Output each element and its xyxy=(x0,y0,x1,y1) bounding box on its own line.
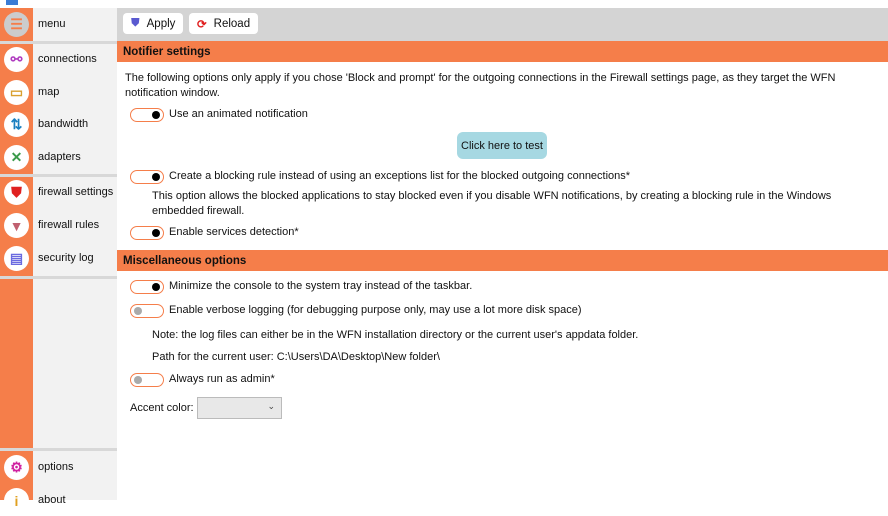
blocking-rule-toggle[interactable] xyxy=(130,170,164,184)
divider xyxy=(0,276,117,279)
section-header-misc: Miscellaneous options xyxy=(117,250,888,271)
title-bar xyxy=(0,0,888,8)
run-as-admin-label: Always run as admin* xyxy=(169,373,275,385)
sidebar-item-label: bandwidth xyxy=(38,118,89,130)
blocking-rule-note: This option allows the blocked applications to stay blocked even if you disable WFN notifications, by creating a blocking rule in the Windows embedded firewall. xyxy=(152,190,832,217)
sidebar-item-options[interactable] xyxy=(0,451,117,483)
services-detection-label: Enable services detection* xyxy=(169,226,299,238)
sidebar-item-menu[interactable] xyxy=(0,8,117,40)
apply-button[interactable] xyxy=(123,13,183,34)
sidebar-item-label: about xyxy=(38,494,66,506)
sidebar-item-label: map xyxy=(38,86,60,98)
sidebar-item-label: connections xyxy=(38,53,97,65)
sidebar-item-label: firewall settings xyxy=(38,186,114,198)
apply-label: Apply xyxy=(146,17,176,30)
blocking-rule-label: Create a blocking rule instead of using an exceptions list for the blocked outgoing connections* xyxy=(169,170,631,182)
tray-label: Minimize the console to the system tray instead of the taskbar. xyxy=(169,280,473,292)
sidebar-item-adapters[interactable] xyxy=(0,141,117,173)
connections-icon: ⚯ xyxy=(4,47,29,72)
log-note: Note: the log files can either be in the WFN installation directory or the current user's appdata folder. xyxy=(152,329,639,341)
sidebar-item-label: options xyxy=(38,461,74,473)
verbose-logging-label: Enable verbose logging (for debugging purpose only, may use a lot more disk space) xyxy=(169,304,582,316)
reload-button[interactable] xyxy=(189,13,258,34)
sidebar-item-firewall-settings[interactable] xyxy=(0,176,117,208)
menu-icon: ☰ xyxy=(4,12,29,37)
info-icon: i xyxy=(4,488,29,513)
map-icon: ▭ xyxy=(4,80,29,105)
gear-icon: ⚙ xyxy=(4,455,29,480)
run-as-admin-toggle[interactable] xyxy=(130,373,164,387)
filter-icon: ▼ xyxy=(4,213,29,238)
section-header-notifier: Notifier settings xyxy=(117,41,888,62)
sidebar-item-map[interactable] xyxy=(0,76,117,108)
tray-toggle[interactable] xyxy=(130,280,164,294)
chevron-down-icon: ⌄ xyxy=(267,401,275,411)
sidebar-item-bandwidth[interactable] xyxy=(0,108,117,140)
log-icon: ▤ xyxy=(4,246,29,271)
shield-icon: ⛊ xyxy=(131,17,140,29)
app-icon xyxy=(6,0,18,5)
toolbar xyxy=(117,8,888,41)
sidebar-item-about[interactable] xyxy=(0,484,117,516)
animated-notification-label: Use an animated notification xyxy=(169,108,308,120)
adapters-icon: ✕ xyxy=(4,145,29,170)
accent-color-label: Accent color: xyxy=(130,402,194,414)
reload-label: Reload xyxy=(213,17,251,30)
sidebar-item-connections[interactable] xyxy=(0,43,117,75)
sidebar-item-label: adapters xyxy=(38,151,81,163)
sidebar-item-security-log[interactable] xyxy=(0,242,117,274)
sidebar-item-label: firewall rules xyxy=(38,219,100,231)
notifier-intro: The following options only apply if you chose 'Block and prompt' for the outgoing connections in the Firewall settings page, as they target the WFN notification window. xyxy=(125,72,836,99)
sidebar-item-label: menu xyxy=(38,18,66,30)
accent-color-select[interactable] xyxy=(197,397,282,419)
reload-icon: ⟳ xyxy=(197,18,207,31)
sidebar-item-label: security log xyxy=(38,252,94,264)
log-path: Path for the current user: C:\Users\DA\Desktop\New folder\ xyxy=(152,351,440,363)
animated-notification-toggle[interactable] xyxy=(130,108,164,122)
bandwidth-icon: ⇅ xyxy=(4,112,29,137)
sidebar-item-firewall-rules[interactable] xyxy=(0,209,117,241)
services-detection-toggle[interactable] xyxy=(130,226,164,240)
test-notification-button[interactable]: Click here to test xyxy=(457,132,547,159)
shield-icon: ⛊ xyxy=(4,180,29,205)
verbose-logging-toggle[interactable] xyxy=(130,304,164,318)
